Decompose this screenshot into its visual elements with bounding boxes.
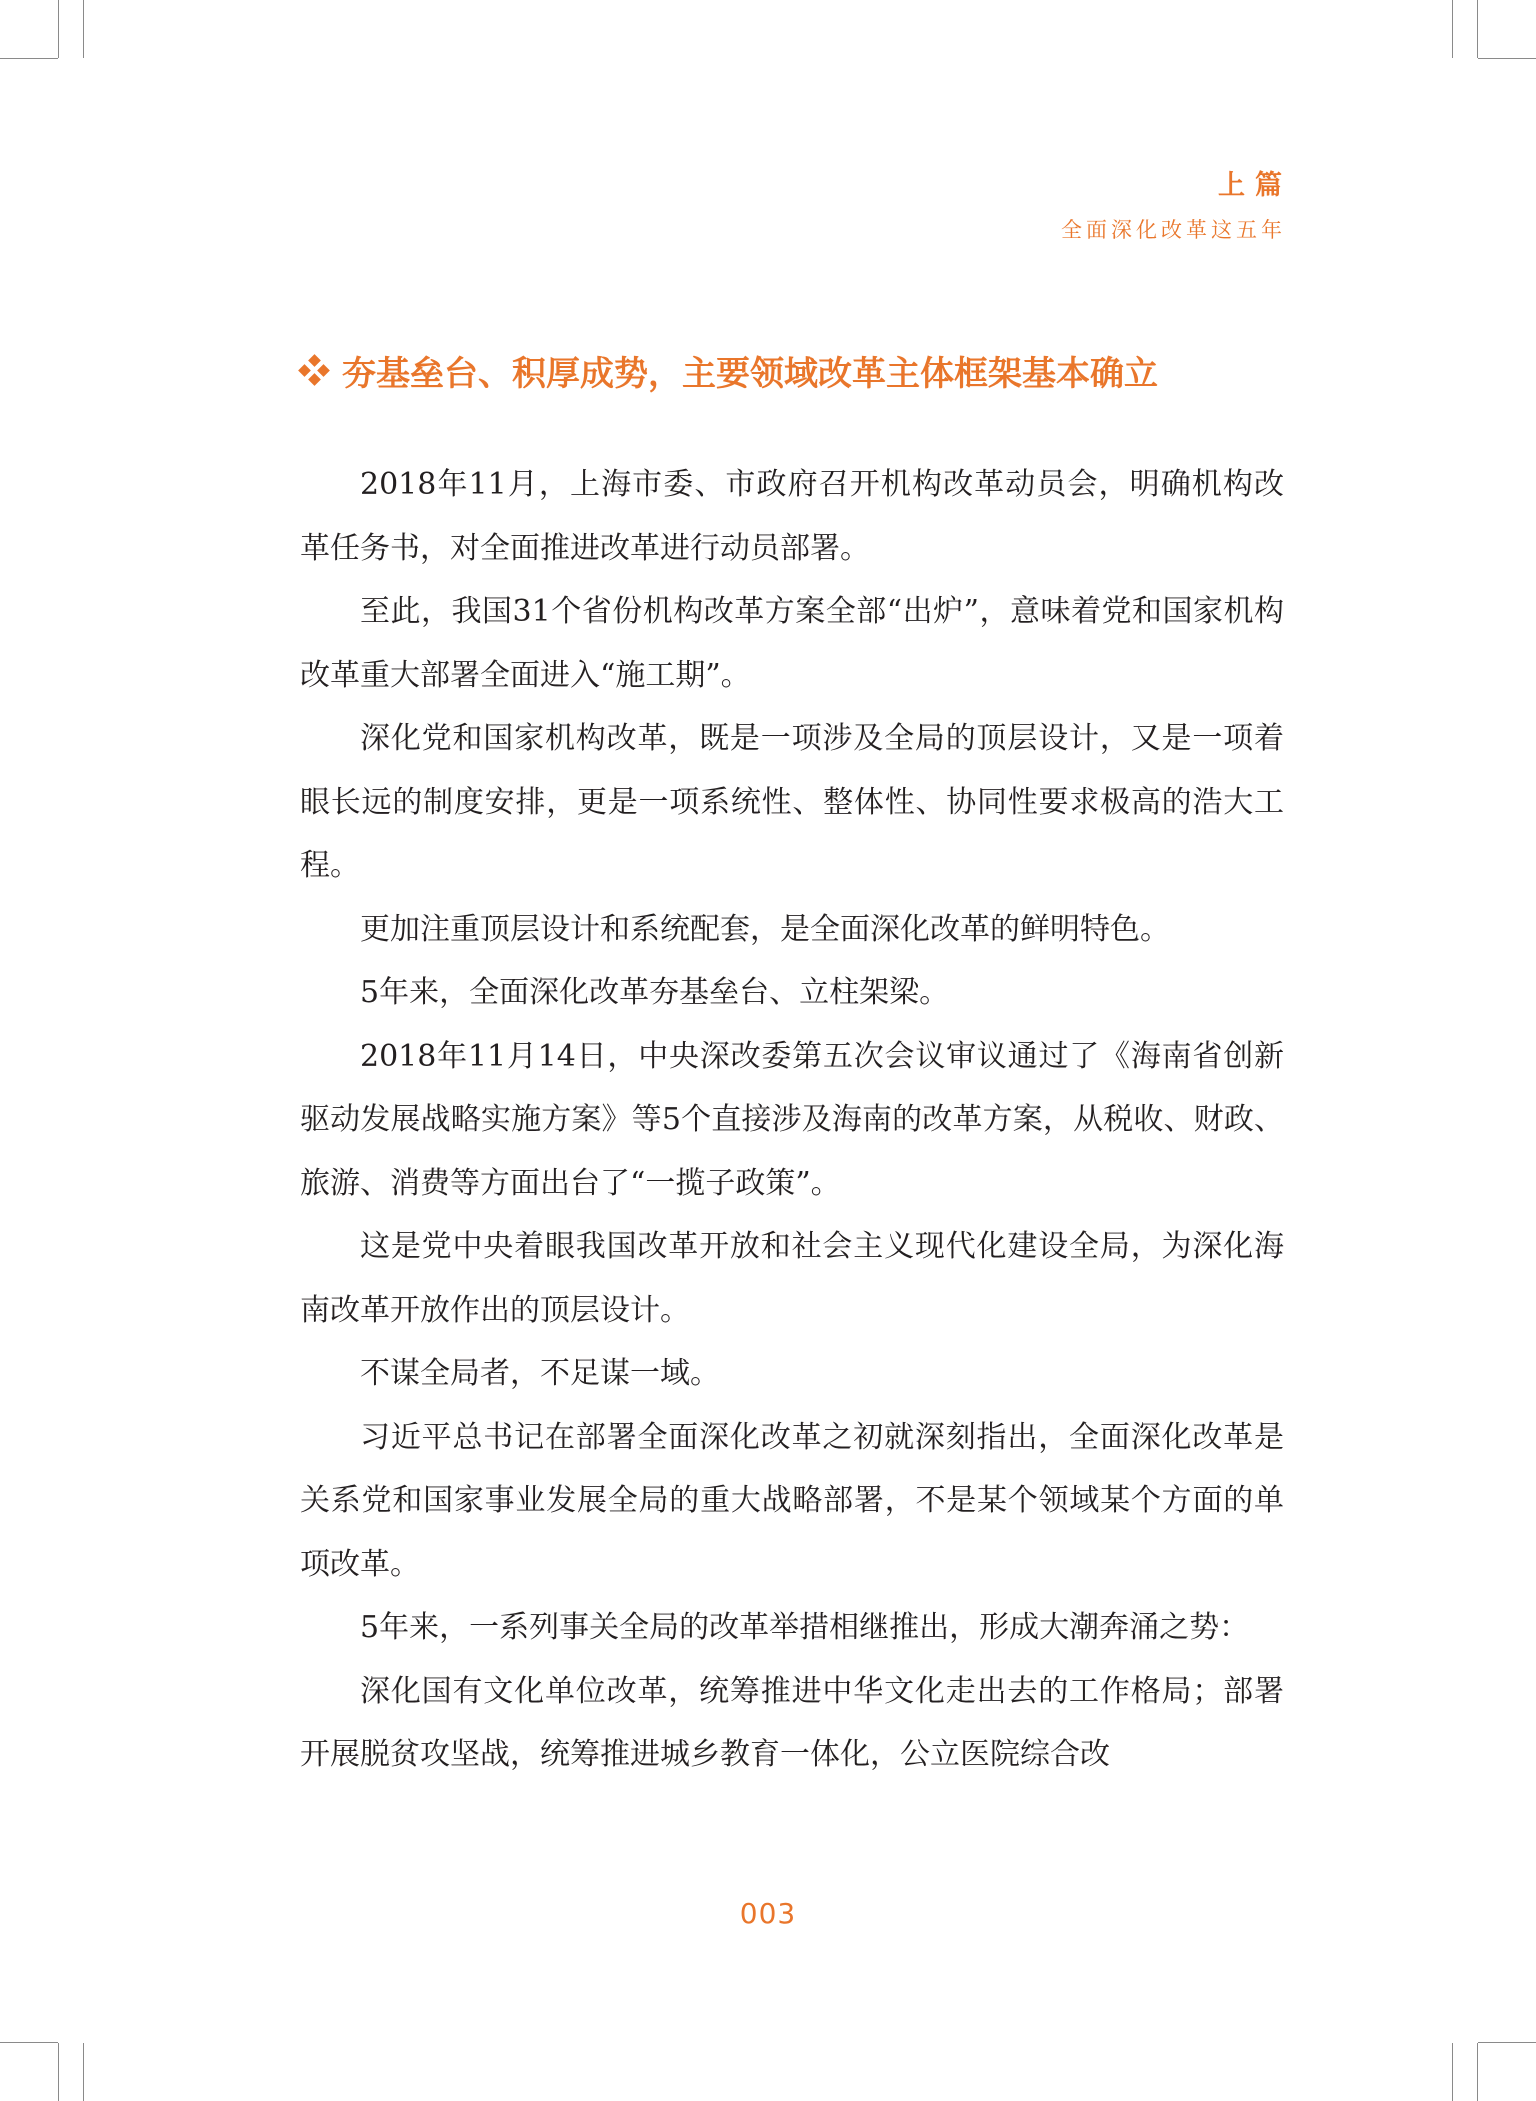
crop-mark bbox=[1477, 0, 1478, 58]
crop-mark bbox=[1478, 2042, 1536, 2043]
crop-mark bbox=[1478, 58, 1536, 59]
crop-mark bbox=[1477, 2043, 1478, 2101]
paragraph: 5年来，一系列事关全局的改革举措相继推出，形成大潮奔涌之势： bbox=[360, 1610, 1250, 1645]
paragraph: 5年来，全面深化改革夯基垒台、立柱架梁。 bbox=[360, 975, 950, 1010]
part-label: 上篇 bbox=[1218, 170, 1292, 201]
paragraph: 习近平总书记在部署全面深化改革之初就深刻指出，全面深化改革是关系党和国家事业发展全局的重大战略部署，不是某个领域某个方面的单项改革。 bbox=[300, 1419, 1284, 1582]
crop-mark bbox=[58, 0, 59, 58]
paragraph: 2018年11月14日，中央深改委第五次会议审议通过了《海南省创新驱动发展战略实施方案》等5个直接涉及海南的改革方案，从税收、财政、旅游、消费等方面出台了“一揽子政策”。 bbox=[300, 1038, 1284, 1201]
paragraph: 这是党中央着眼我国改革开放和社会主义现代化建设全局，为深化海南改革开放作出的顶层设计。 bbox=[300, 1229, 1284, 1328]
body-text bbox=[300, 453, 1284, 1787]
paragraph: 深化国有文化单位改革，统筹推进中华文化走出去的工作格局；部署开展脱贫攻坚战，统筹推进城乡教育一体化，公立医院综合改 bbox=[300, 1673, 1284, 1772]
part-subtitle: 全面深化改革这五年 bbox=[1061, 218, 1286, 242]
section-heading bbox=[300, 345, 1158, 395]
page-number: 003 bbox=[739, 1897, 797, 1930]
crop-mark bbox=[58, 2043, 59, 2101]
paragraph: 不谋全局者，不足谋一域。 bbox=[360, 1356, 720, 1391]
crop-mark bbox=[0, 2042, 58, 2043]
diamond-ornament-icon bbox=[300, 356, 328, 384]
paragraph: 至此，我国31个省份机构改革方案全部“出炉”，意味着党和国家机构改革重大部署全面进入“施工期”。 bbox=[300, 594, 1284, 693]
crop-mark bbox=[0, 58, 58, 59]
running-head bbox=[1061, 168, 1292, 244]
crop-mark bbox=[1452, 0, 1453, 58]
crop-mark bbox=[83, 0, 84, 58]
section-title: 夯基垒台、积厚成势，主要领域改革主体框架基本确立 bbox=[342, 353, 1158, 394]
paragraph: 深化党和国家机构改革，既是一项涉及全局的顶层设计，又是一项着眼长远的制度安排，更是一项系统性、整体性、协同性要求极高的浩大工程。 bbox=[300, 721, 1284, 883]
paragraph: 更加注重顶层设计和系统配套，是全面深化改革的鲜明特色。 bbox=[360, 911, 1170, 947]
crop-mark bbox=[1452, 2043, 1453, 2101]
crop-mark bbox=[83, 2043, 84, 2101]
paragraph: 2018年11月，上海市委、市政府召开机构改革动员会，明确机构改革任务书，对全面推进改革进行动员部署。 bbox=[300, 467, 1284, 566]
